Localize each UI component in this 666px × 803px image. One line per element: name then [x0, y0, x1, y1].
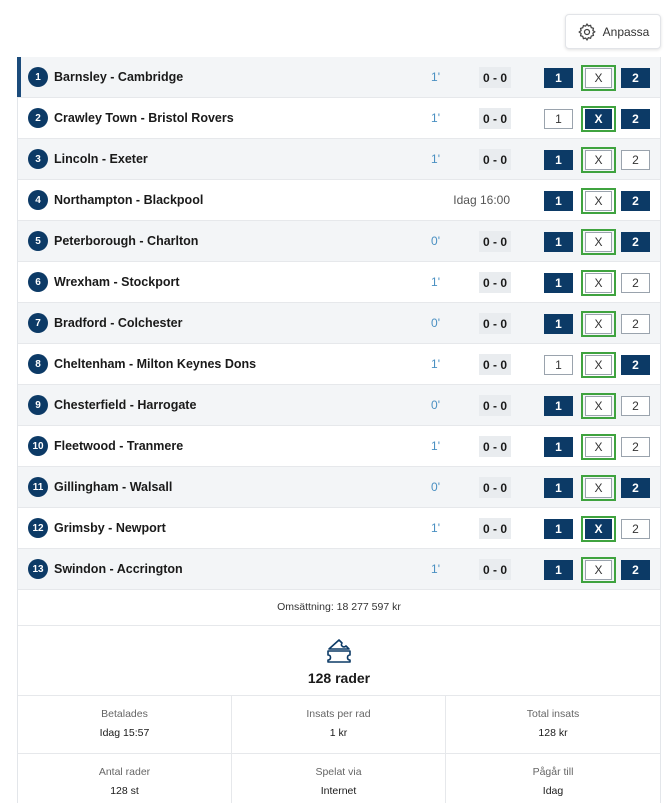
info-value: Idag	[542, 785, 564, 797]
match-score: 0 - 0	[479, 272, 511, 293]
match-list	[18, 57, 660, 590]
option-1-button[interactable]: 1	[544, 232, 573, 252]
match-row	[18, 98, 660, 139]
info-label: Spelat via	[315, 766, 362, 778]
customize-label: Anpassa	[602, 24, 650, 39]
match-row	[18, 508, 660, 549]
option-x-label: X	[585, 232, 612, 252]
info-value: 1 kr	[329, 727, 348, 739]
info-label: Antal rader	[98, 766, 151, 778]
match-number-badge: 4	[28, 190, 48, 210]
option-x-label: X	[585, 314, 612, 334]
info-cell	[446, 696, 660, 754]
match-number-badge: 9	[28, 395, 48, 415]
option-1-button[interactable]: 1	[544, 109, 573, 129]
option-2-button[interactable]: 2	[621, 478, 650, 498]
option-x-label: X	[585, 396, 612, 416]
match-teams[interactable]: Peterborough - Charlton	[54, 234, 199, 248]
info-cell	[232, 754, 446, 803]
match-teams[interactable]: Northampton - Blackpool	[54, 193, 204, 207]
match-number-badge: 10	[28, 436, 48, 456]
option-1-button[interactable]: 1	[544, 314, 573, 334]
match-teams[interactable]: Grimsby - Newport	[54, 521, 166, 535]
option-1-button[interactable]: 1	[544, 150, 573, 170]
match-teams[interactable]: Swindon - Accrington	[54, 562, 183, 576]
match-row	[18, 221, 660, 262]
option-x-button[interactable]	[581, 311, 616, 337]
option-x-label: X	[585, 478, 612, 498]
match-row	[18, 303, 660, 344]
match-teams[interactable]: Gillingham - Walsall	[54, 480, 173, 494]
option-x-label: X	[585, 273, 612, 293]
info-cell	[232, 696, 446, 754]
match-minute: 1'	[431, 439, 440, 453]
match-minute: 0'	[431, 234, 440, 248]
option-x-button[interactable]	[581, 65, 616, 91]
option-2-button[interactable]: 2	[621, 232, 650, 252]
option-x-button[interactable]	[581, 270, 616, 296]
gear-icon	[577, 22, 597, 42]
match-number-badge: 1	[28, 67, 48, 87]
option-x-label: X	[585, 150, 612, 170]
option-2-button[interactable]: 2	[621, 355, 650, 375]
option-2-button[interactable]: 2	[621, 109, 650, 129]
option-x-label: X	[585, 560, 612, 580]
info-label: Total insats	[526, 708, 580, 720]
info-value: Idag 15:57	[99, 727, 150, 739]
option-1-button[interactable]: 1	[544, 519, 573, 539]
info-cell	[446, 754, 660, 803]
info-label: Insats per rad	[306, 708, 371, 720]
match-minute: 1'	[431, 70, 440, 84]
match-number-badge: 3	[28, 149, 48, 169]
option-x-button[interactable]	[581, 106, 616, 132]
option-1-button[interactable]: 1	[544, 191, 573, 211]
match-number-badge: 7	[28, 313, 48, 333]
info-value: 128 st	[110, 785, 139, 797]
option-x-button[interactable]	[581, 352, 616, 378]
match-teams[interactable]: Barnsley - Cambridge	[54, 70, 184, 84]
match-score: 0 - 0	[479, 518, 511, 539]
match-number-badge: 6	[28, 272, 48, 292]
match-score: 0 - 0	[479, 436, 511, 457]
match-score: 0 - 0	[479, 477, 511, 498]
match-row	[18, 426, 660, 467]
option-x-label: X	[585, 68, 612, 88]
info-value: Internet	[320, 785, 357, 797]
option-x-button[interactable]	[581, 229, 616, 255]
match-number-badge: 11	[28, 477, 48, 497]
option-1-button[interactable]: 1	[544, 355, 573, 375]
option-1-button[interactable]: 1	[544, 68, 573, 88]
info-label: Betalades	[101, 708, 148, 720]
match-number-badge: 2	[28, 108, 48, 128]
rows-summary	[18, 626, 660, 696]
match-row	[18, 549, 660, 590]
turnover-text: Omsättning: 18 277 597 kr	[18, 590, 660, 626]
match-teams[interactable]: Chesterfield - Harrogate	[54, 398, 197, 412]
match-number-badge: 12	[28, 518, 48, 538]
option-x-label: X	[585, 355, 612, 375]
coupon-panel	[17, 57, 661, 803]
option-x-button[interactable]	[581, 516, 616, 542]
option-x-button[interactable]	[581, 393, 616, 419]
match-score: 0 - 0	[479, 67, 511, 88]
option-x-button[interactable]	[581, 434, 616, 460]
match-score: 0 - 0	[479, 313, 511, 334]
match-teams[interactable]: Wrexham - Stockport	[54, 275, 180, 289]
rows-count: 128 rader	[307, 670, 371, 686]
match-score: 0 - 0	[479, 149, 511, 170]
match-row	[18, 385, 660, 426]
option-2-button[interactable]: 2	[621, 273, 650, 293]
option-2-button[interactable]: 2	[621, 396, 650, 416]
info-cell	[18, 696, 232, 754]
match-number-badge: 13	[28, 559, 48, 579]
option-1-button[interactable]: 1	[544, 396, 573, 416]
top-bar	[0, 0, 666, 57]
option-1-button[interactable]: 1	[544, 437, 573, 457]
match-start-time: Idag 16:00	[453, 193, 510, 207]
match-minute: 1'	[431, 562, 440, 576]
match-row	[18, 180, 660, 221]
option-1-button[interactable]: 1	[544, 273, 573, 293]
match-score: 0 - 0	[479, 108, 511, 129]
match-number-badge: 5	[28, 231, 48, 251]
option-2-button[interactable]: 2	[621, 68, 650, 88]
info-value: 128 kr	[538, 727, 568, 739]
option-1-button[interactable]: 1	[544, 478, 573, 498]
match-score: 0 - 0	[479, 231, 511, 252]
match-row	[18, 57, 660, 98]
match-minute: 1'	[431, 275, 440, 289]
option-x-button[interactable]	[581, 475, 616, 501]
option-2-button[interactable]: 2	[621, 150, 650, 170]
customize-button[interactable]	[565, 14, 661, 49]
match-teams[interactable]: Bradford - Colchester	[54, 316, 183, 330]
option-x-label: X	[585, 437, 612, 457]
option-x-label: X	[585, 109, 612, 129]
match-score: 0 - 0	[479, 395, 511, 416]
match-minute: 0'	[431, 398, 440, 412]
match-row	[18, 139, 660, 180]
match-minute: 0'	[431, 480, 440, 494]
option-x-label: X	[585, 519, 612, 539]
match-row	[18, 262, 660, 303]
match-teams[interactable]: Crawley Town - Bristol Rovers	[54, 111, 234, 125]
option-x-label: X	[585, 191, 612, 211]
option-x-button[interactable]	[581, 557, 616, 583]
option-x-button[interactable]	[581, 188, 616, 214]
info-cell	[18, 754, 232, 803]
match-minute: 1'	[431, 152, 440, 166]
option-2-button[interactable]: 2	[621, 191, 650, 211]
match-teams[interactable]: Cheltenham - Milton Keynes Dons	[54, 357, 257, 371]
match-row	[18, 344, 660, 385]
option-2-button[interactable]: 2	[621, 437, 650, 457]
match-row	[18, 467, 660, 508]
bet-info-grid	[18, 696, 660, 803]
option-2-button[interactable]: 2	[621, 314, 650, 334]
option-2-button[interactable]: 2	[621, 519, 650, 539]
match-minute: 1'	[431, 111, 440, 125]
option-1-button[interactable]: 1	[544, 560, 573, 580]
match-score: 0 - 0	[479, 559, 511, 580]
match-number-badge: 8	[28, 354, 48, 374]
match-minute: 0'	[431, 316, 440, 330]
info-label: Pågår till	[532, 766, 574, 778]
match-minute: 1'	[431, 521, 440, 535]
match-teams[interactable]: Fleetwood - Tranmere	[54, 439, 184, 453]
match-score: 0 - 0	[479, 354, 511, 375]
match-teams[interactable]: Lincoln - Exeter	[54, 152, 148, 166]
match-minute: 1'	[431, 357, 440, 371]
option-2-button[interactable]: 2	[621, 560, 650, 580]
option-x-button[interactable]	[581, 147, 616, 173]
ticket-icon	[325, 638, 353, 664]
